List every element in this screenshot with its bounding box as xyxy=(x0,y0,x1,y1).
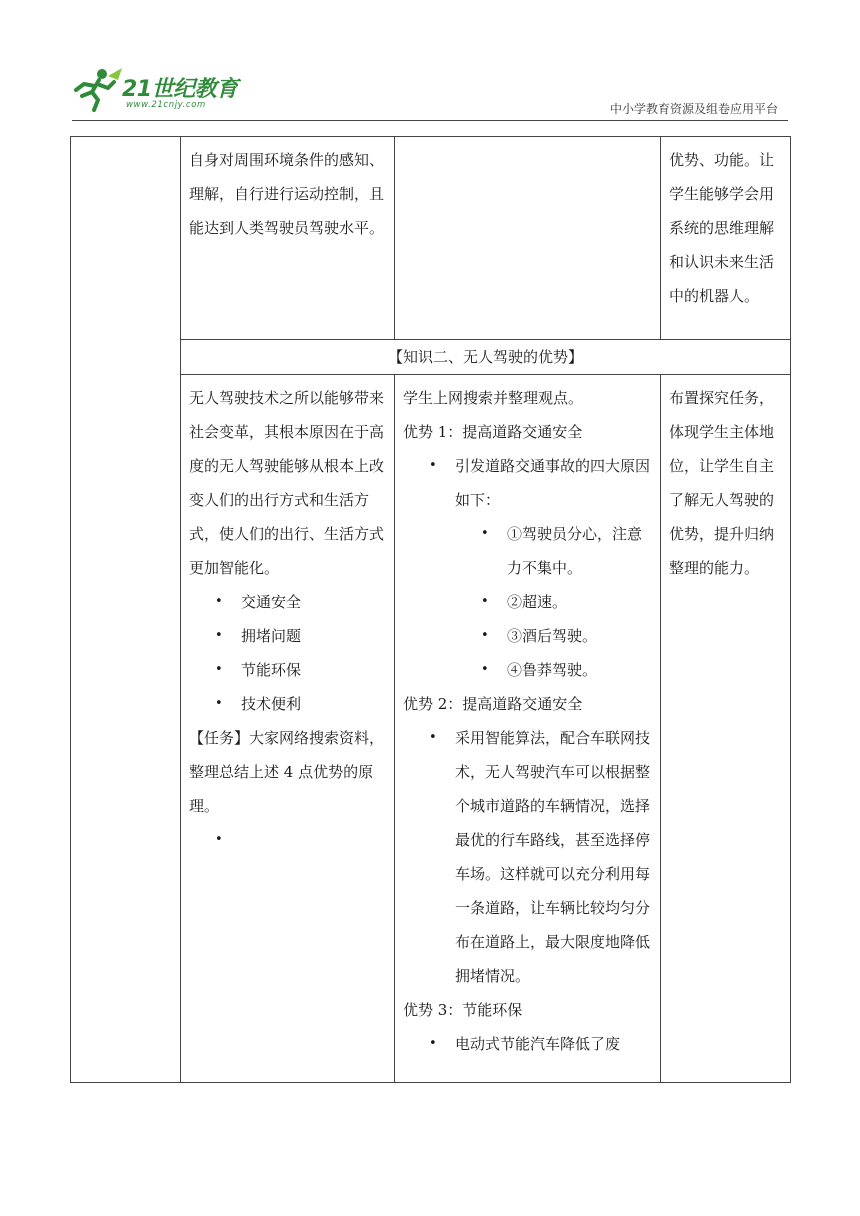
table-cell xyxy=(181,375,395,1083)
cell-text: 布置探究任务，体现学生主体地位，让学生自主了解无人驾驶的优势，提升归纳整理的能力。 xyxy=(669,389,775,577)
lesson-table xyxy=(70,136,791,1083)
task-text: 【任务】大家网络搜索资料，整理总结上述 4 点优势的原理。 xyxy=(189,729,385,815)
cell-text: 自身对周围环境条件的感知、理解，自行进行运动控制，且能达到人类驾驶员驾驶水平。 xyxy=(189,151,385,237)
list-item: • 采用智能算法，配合车联网技术，无人驾驶汽车可以根据整个城市道路的车辆情况，选择最优的行车路线，甚至选择停车场。这样就可以充分利用每一条道路，让车辆比较均匀分布在道路上，最大限度地降低拥堵情况。 xyxy=(403,721,654,993)
logo-url: www.21cnjy.com xyxy=(126,100,206,110)
bullet-list xyxy=(403,449,654,517)
list-item: • ②超速。 xyxy=(403,585,654,619)
table-cell xyxy=(395,137,661,340)
platform-name: 中小学教育资源及组卷应用平台 xyxy=(609,102,778,116)
list-item: • 交通安全 xyxy=(189,585,388,619)
list-item: • 节能环保 xyxy=(189,653,388,687)
table-row xyxy=(71,137,791,340)
table-cell xyxy=(395,375,661,1083)
section-title: 【知识二、无人驾驶的优势】 xyxy=(181,340,791,375)
table-cell-stage xyxy=(71,137,181,1083)
sub-bullet-list xyxy=(403,517,654,687)
bullet-list xyxy=(189,585,388,721)
advantage-1-title: 优势 1：提高道路交通安全 xyxy=(403,423,583,441)
list-item: • 技术便利 xyxy=(189,687,388,721)
logo-text: 21世纪教育 xyxy=(122,77,238,102)
list-item: • ④鲁莽驾驶。 xyxy=(403,653,654,687)
list-item: • ①驾驶员分心，注意力不集中。 xyxy=(403,517,654,585)
advantage-3-title: 优势 3：节能环保 xyxy=(403,1001,523,1019)
list-item: • 电动式节能汽车降低了废 xyxy=(403,1027,654,1061)
empty-list-item xyxy=(189,823,388,857)
list-item: • 引发道路交通事故的四大原因如下： xyxy=(403,449,654,517)
list-item: • 拥堵问题 xyxy=(189,619,388,653)
list-item: • ③酒后驾驶。 xyxy=(403,619,654,653)
advantage-2-title: 优势 2：提高道路交通安全 xyxy=(403,695,583,713)
bullet-list xyxy=(403,1027,654,1061)
cell-text: 优势、功能。让学生能够学会用系统的思维理解和认识未来生活中的机器人。 xyxy=(669,151,775,305)
table-cell xyxy=(661,137,791,340)
header-divider xyxy=(72,120,788,121)
running-figure-icon xyxy=(72,66,124,112)
bullet-list xyxy=(189,823,388,857)
table-cell xyxy=(661,375,791,1083)
cell-text: 无人驾驶技术之所以能够带来社会变革，其根本原因在于高度的无人驾驶能够从根本上改变人们的出行方式和生活方式，使人们的出行、生活方式更加智能化。 xyxy=(189,389,385,577)
table-cell xyxy=(181,137,395,340)
cell-text: 学生上网搜索并整理观点。 xyxy=(403,389,584,407)
page-header xyxy=(72,66,788,118)
bullet-list xyxy=(403,721,654,993)
